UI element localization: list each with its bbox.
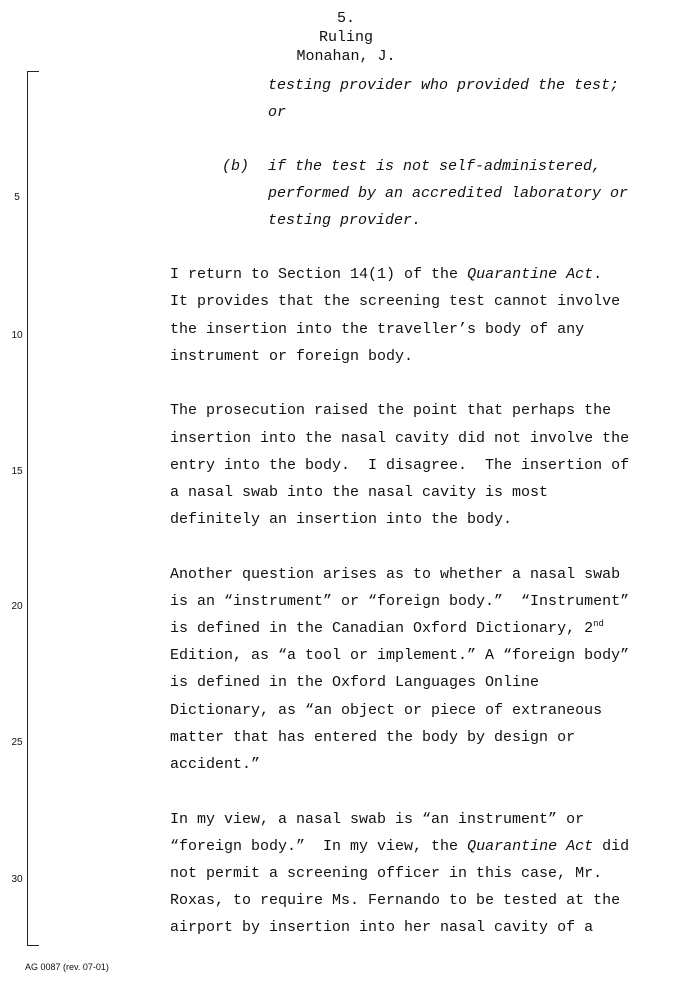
paragraph-line: definitely an insertion into the body.	[170, 511, 513, 528]
paragraph-line: the insertion into the traveller’s body of any	[170, 321, 585, 338]
paragraph-line: is an “instrument” or “foreign body.” “Instrument”	[170, 593, 630, 610]
page-header	[0, 9, 678, 66]
line-number: 15	[11, 466, 23, 477]
paragraph-line: not permit a screening officer in this case, Mr.	[170, 865, 603, 882]
quote-line: testing provider.	[268, 212, 422, 229]
paragraph-line: is defined in the Canadian Oxford Dictionary, 2nd	[170, 619, 604, 637]
quote-item-label: (b)	[222, 158, 250, 175]
paragraph-line: accident.”	[170, 756, 261, 773]
paragraph-line: “foreign body.” In my view, the Quarantine Act did	[170, 838, 630, 855]
paragraph-line: insertion into the nasal cavity did not involve the	[170, 430, 630, 447]
paragraph-line: I return to Section 14(1) of the Quarantine Act.	[170, 266, 603, 283]
paragraph-line: Dictionary, as “an object or piece of extraneous	[170, 702, 603, 719]
quote-line: if the test is not self-administered,	[268, 158, 602, 175]
form-footer: AG 0087 (rev. 07-01)	[25, 962, 109, 972]
line-number: 25	[11, 737, 23, 748]
paragraph-line: instrument or foreign body.	[170, 348, 414, 365]
superscript: nd	[593, 619, 604, 629]
quote-line: performed by an accredited laboratory or	[268, 185, 629, 202]
line-number: 10	[11, 330, 23, 341]
act-name: Quarantine Act	[467, 266, 594, 283]
paragraph-line: is defined in the Oxford Languages Online	[170, 674, 540, 691]
paragraph-line: Edition, as “a tool or implement.” A “foreign body”	[170, 647, 630, 664]
paragraph-line: entry into the body. I disagree. The insertion of	[170, 457, 630, 474]
line-number: 30	[11, 874, 23, 885]
line-number: 5	[14, 192, 20, 203]
act-name: Quarantine Act	[467, 838, 594, 855]
paragraph-line: It provides that the screening test cannot involve	[170, 293, 621, 310]
page-number: 5.	[336, 10, 355, 27]
paragraph-line: The prosecution raised the point that perhaps the	[170, 402, 612, 419]
paragraph-line: Roxas, to require Ms. Fernando to be tested at the	[170, 892, 621, 909]
judge-name: Monahan, J.	[296, 48, 396, 65]
paragraph-line: airport by insertion into her nasal cavity of a	[170, 919, 594, 936]
paragraph-line: Another question arises as to whether a nasal swab	[170, 566, 621, 583]
line-number: 20	[11, 601, 23, 612]
quote-line: or	[268, 104, 287, 121]
section-title: Ruling	[318, 29, 373, 46]
paragraph-line: a nasal swab into the nasal cavity is most	[170, 484, 549, 501]
quote-line: testing provider who provided the test;	[268, 77, 620, 94]
paragraph-line: matter that has entered the body by design or	[170, 729, 576, 746]
paragraph-line: In my view, a nasal swab is “an instrument” or	[170, 811, 585, 828]
